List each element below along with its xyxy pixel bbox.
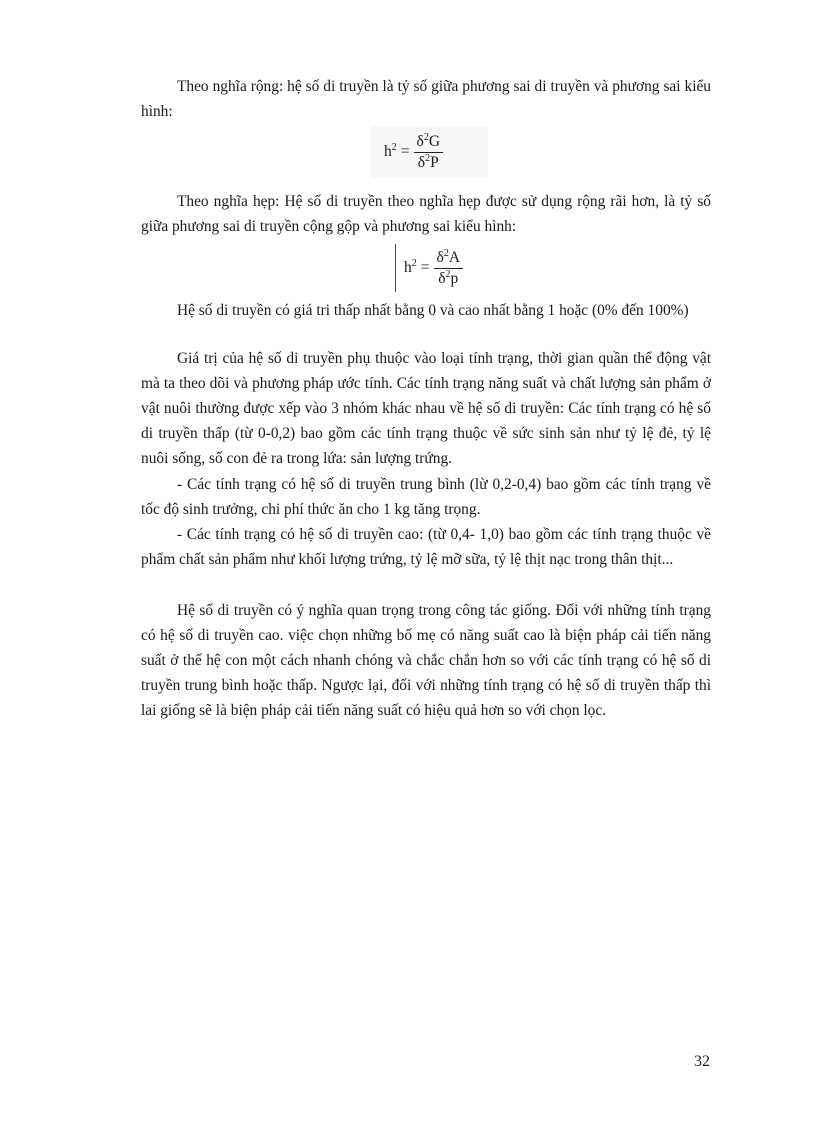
page-number: 32 xyxy=(694,1053,710,1070)
paragraph-breeding-significance: Hệ số di truyền có ý nghĩa quan trọng trong công tác giống. Đối với những tính trạng có hệ số di truyền cao. việc chọn những bố mẹ có năng suất cao là biện pháp cải tiến năng suất ở thế hệ con một cách nhanh chóng và chắc chắn hơn so với các tính trạng có hệ số di truyền trung bình hoặc thấp. Ngược lại, đối với những tính trạng có hệ số di truyền thấp thì lai giống sẽ là biện pháp cải tiến năng suất có hiệu quả hơn so với chọn lọc. xyxy=(141,602,711,719)
formula-lhs: $h^2$ xyxy=(384,142,397,160)
formula-broad-heritability xyxy=(370,126,488,178)
formula-numerator: $\delta^2G$ xyxy=(414,132,444,153)
formula-lhs: $h^2$ xyxy=(404,258,417,276)
paragraph-range: Hệ số di truyền có giá tri thấp nhất bằng 0 và cao nhất bằng 1 hoặc (0% đến 100%) xyxy=(177,302,689,319)
paragraph-medium-heritability: - Các tính trạng có hệ số di truyền trung bình (lừ 0,2-0,4) bao gồm các tính trạng về tốc độ sinh trưởng, chi phí thức ăn cho 1 kg tăng trọng. xyxy=(141,476,711,518)
formula-denominator: $\delta^2p$ xyxy=(438,268,459,287)
paragraph-high-heritability: - Các tính trạng có hệ số di truyền cao: (từ 0,4- 1,0) bao gồm các tính trạng thuộc về phẩm chất sản phẩm như khối lượng trứng, tỷ lệ mỡ sữa, tỷ lệ thịt nạc trong thân thịt... xyxy=(141,526,711,568)
equals-sign: = xyxy=(420,259,430,276)
paragraph-factors: Giá trị của hệ số di truyền phụ thuộc vào loại tính trạng, thời gian quần thể động vật mà ta theo dõi và phương pháp ước tính. Các tính trạng năng suất và chất lượng sản phẩm ở vật nuôi thường được xếp vào 3 nhóm khác nhau về hệ số di truyền: Các tính trạng có hệ số di truyền thấp (từ 0-0,2) bao gồm các tính trạng thuộc về sức sinh sản như tỷ lệ đẻ, tỷ lệ nuôi sống, số con đẻ ra trong lứa: sản lượng trứng. xyxy=(141,350,711,467)
paragraph-narrow-sense: Theo nghĩa hẹp: Hệ số di truyền theo nghĩa hẹp được sử dụng rộng rãi hơn, là tỷ số giữa phương sai di truyền cộng gộp và phương sai kiểu hình: xyxy=(141,193,711,235)
paragraph-broad-sense: Theo nghĩa rộng: hệ số di truyền là tỷ số giữa phương sai di truyền và phương sai kiểu hình: xyxy=(141,78,711,120)
formula-fraction xyxy=(434,248,464,289)
formula-denominator: $\delta^2P$ xyxy=(417,152,439,171)
formula-narrow-heritability xyxy=(395,244,492,292)
equals-sign: = xyxy=(400,143,410,160)
formula-fraction xyxy=(414,132,444,173)
formula-numerator: $\delta^2A$ xyxy=(434,248,464,269)
